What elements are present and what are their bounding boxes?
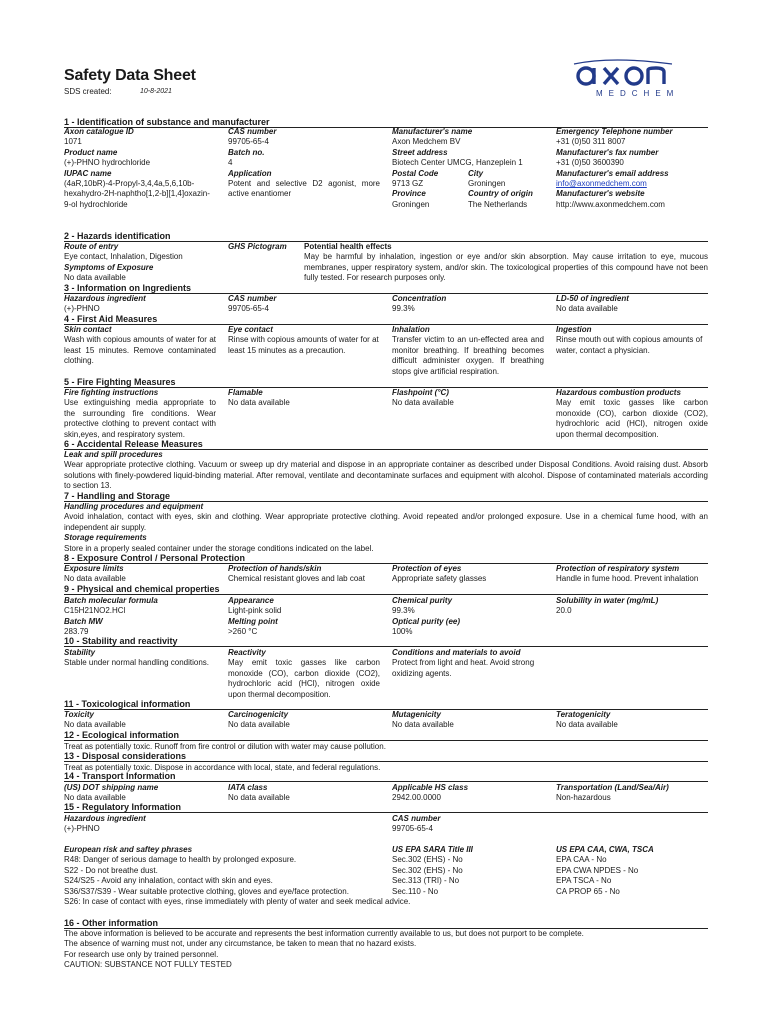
section-5-col-4 — [556, 388, 708, 440]
dot-value: No data available — [64, 793, 126, 803]
sds-created-value: 10-8-2021 — [140, 88, 172, 95]
section-6-body — [64, 450, 708, 492]
section-6-heading: 6 - Accidental Release Measures — [64, 439, 708, 450]
section-4-col-3 — [392, 325, 544, 377]
iupac-value: (4aR,10bR)-4-Propyl-3,4,4a,5,6,10b-hexahydro-2H-naphtho[1,2-b][1,4]oxazin-9-ol hydrochloride — [64, 179, 210, 209]
section-14-col-1 — [64, 783, 216, 804]
fax-label: Manufacturer's fax number — [556, 147, 659, 157]
s15-cas-value: 99705-65-4 — [392, 824, 433, 834]
ingestion-value: Rinse mouth out with copious amounts of water, contact a physician. — [556, 335, 703, 355]
iata-value: No data available — [228, 793, 290, 803]
product-label: Product name — [64, 147, 118, 157]
eyes-protection-value: Appropriate safety glasses — [392, 574, 487, 584]
cas-label: CAS number — [228, 127, 277, 136]
avoid-label: Conditions and materials to avoid — [392, 648, 521, 657]
section-5-col-2 — [228, 388, 380, 409]
exposure-limits-value: No data available — [64, 574, 126, 584]
s15-ingredient-value: (+)-PHNO — [64, 824, 100, 834]
city-label: City — [468, 168, 484, 178]
section-11-col-3 — [392, 710, 544, 731]
purity-label: Chemical purity — [392, 596, 453, 605]
caa-line: EPA TSCA - No — [556, 876, 612, 886]
section-3-col-2 — [228, 294, 380, 315]
sara-line: Sec.110 - No — [392, 886, 439, 896]
section-5-col-3 — [392, 388, 544, 409]
eye-contact-value: Rinse with copious amounts of water for at least 15 minutes as a precaution. — [228, 335, 379, 355]
flashpoint-label: Flashpoint (°C) — [392, 388, 449, 397]
route-label: Route of entry — [64, 242, 119, 251]
logo-subtitle: MEDCHEM — [596, 89, 680, 98]
ld50-value: No data available — [556, 304, 618, 314]
street-label: Street address — [392, 147, 448, 157]
transport-value: Non-hazardous — [556, 793, 611, 803]
section-13-heading: 13 - Disposal considerations — [64, 751, 708, 762]
melting-value: >260 °C — [228, 627, 258, 637]
leak-value: Wear appropriate protective clothing. Vacuum or sweep up dry material and dispose in an appropriate container as described under Disposal Conditions. Avoid raising dust. Absorb solutions with finely-powdered liquid-binding material. After removal, ventilate and decontaminate surfaces and equipment with alcohol. Dispose of contaminated materials according to section 13. — [64, 460, 708, 491]
caa-line: EPA CAA - No — [556, 855, 607, 865]
combustion-value: May emit toxic gasses like carbon monoxide (CO), carbon dioxide (CO2), hydrochloric acid (HCl), nitrogen oxide upon thermal decomposition. — [556, 398, 708, 439]
carcinogenicity-value: No data available — [228, 720, 290, 730]
reactivity-value: May emit toxic gasses like carbon monoxide (CO), carbon dioxide (CO2), hydrochloric acid (HCl), nitrogen oxide upon thermal decomposition. — [228, 658, 380, 699]
ingredient-label: Hazardous ingredient — [64, 294, 146, 303]
teratogenicity-value: No data available — [556, 720, 618, 730]
batch-value: 4 — [228, 158, 233, 168]
exposure-limits-label: Exposure limits — [64, 564, 124, 573]
province-value: Groningen — [392, 199, 430, 209]
other-information-block — [64, 929, 708, 971]
catalogue-value: 1071 — [64, 137, 82, 147]
postal-label: Postal Code — [392, 168, 439, 178]
section-7-body — [64, 502, 708, 554]
optical-value: 100% — [392, 627, 413, 637]
leak-label: Leak and spill procedures — [64, 450, 163, 459]
address-grid — [392, 169, 544, 221]
skin-contact-value: Wash with copious amounts of water for at least 15 minutes. Remove contaminated clothing. — [64, 335, 216, 366]
eye-contact-label: Eye contact — [228, 325, 273, 334]
hs-class-label: Applicable HS class — [392, 783, 469, 792]
toxicity-value: No data available — [64, 720, 126, 730]
symptoms-value: No data available — [64, 273, 126, 283]
section-9-col-2 — [228, 596, 380, 638]
effects-label: Potential health effects — [304, 242, 392, 251]
other-info-line: CAUTION: SUBSTANCE NOT FULLY TESTED — [64, 960, 232, 970]
country-label: Country of origin — [468, 189, 533, 199]
section-1-col-4 — [556, 127, 708, 210]
route-value: Eye contact, Inhalation, Digestion — [64, 252, 183, 262]
s15-ingredient-label: Hazardous ingredient — [64, 814, 146, 823]
section-2-col-1 — [64, 242, 216, 284]
section-4-heading: 4 - First Aid Measures — [64, 314, 708, 325]
mw-label: Batch MW — [64, 616, 103, 626]
avoid-value: Protect from light and heat. Avoid strong oxidizing agents. — [392, 658, 535, 678]
sara-label: US EPA SARA Title III — [392, 845, 473, 854]
email-label: Manufacturer's email address — [556, 168, 669, 178]
storage-value: Store in a properly sealed container under the storage conditions indicated on the label. — [64, 543, 374, 553]
mw-value: 283.79 — [64, 627, 89, 637]
section-9-col-1 — [64, 596, 216, 638]
batch-label: Batch no. — [228, 147, 265, 157]
postal-value: 9713 GZ — [392, 179, 424, 189]
section-3-col-1 — [64, 294, 216, 315]
teratogenicity-label: Teratogenicity — [556, 710, 611, 719]
risk-line: S36/S37/S39 - Wear suitable protective clothing, gloves and eye/face protection. — [64, 886, 349, 896]
ingredient-value: (+)-PHNO — [64, 304, 100, 314]
reactivity-label: Reactivity — [228, 648, 266, 657]
axon-medchem-logo — [572, 56, 682, 100]
appearance-label: Appearance — [228, 596, 274, 605]
sds-created-label: SDS created: — [64, 87, 112, 96]
section-3-col-3 — [392, 294, 544, 315]
website-value: http://www.axonmedchem.com — [556, 199, 665, 209]
disposal-text: Treat as potentially toxic. Dispose in accordance with local, state, and federal regulations. — [64, 763, 381, 772]
risk-line: S24/S25 - Avoid any inhalation, contact with skin and eyes. — [64, 876, 273, 886]
section-2-heading: 2 - Hazards identification — [64, 231, 708, 242]
other-info-line: For research use only by trained personnel. — [64, 949, 219, 959]
stability-label: Stability — [64, 648, 96, 657]
solubility-value: 20.0 — [556, 606, 572, 616]
section-3-heading: 3 - Information on Ingredients — [64, 283, 708, 294]
fire-fighting-label: Fire fighting instructions — [64, 388, 159, 397]
s15-cas-label: CAS number — [392, 814, 441, 823]
storage-label: Storage requirements — [64, 533, 147, 543]
cas-value: 99705-65-4 — [228, 137, 269, 147]
application-label: Application — [228, 168, 272, 178]
section-10-heading: 10 - Stability and reactivity — [64, 636, 708, 647]
section-2-effects — [304, 242, 708, 284]
melting-label: Melting point — [228, 616, 278, 626]
section-9-col-3 — [392, 596, 544, 638]
city-value: Groningen — [468, 179, 506, 189]
risk-line: S22 - Do not breathe dust. — [64, 865, 158, 875]
sara-line: Sec.302 (EHS) - No — [392, 855, 463, 865]
dot-label: (US) DOT shipping name — [64, 783, 159, 792]
section-7-heading: 7 - Handling and Storage — [64, 491, 708, 502]
section-11-heading: 11 - Toxicological information — [64, 699, 708, 710]
carcinogenicity-label: Carcinogenicity — [228, 710, 289, 719]
formula-value: C15H21NO2.HCl — [64, 606, 126, 616]
fire-fighting-value: Use extinguishing media appropriate to the surrounding fire conditions. Wear protective clothing to prevent contact with skin,eyes, and respiratory system. — [64, 398, 216, 439]
combustion-label: Hazardous combustion products — [556, 388, 681, 397]
section-14-col-3 — [392, 783, 544, 804]
caa-label: US EPA CAA, CWA, TSCA — [556, 845, 654, 854]
section-5-heading: 5 - Fire Fighting Measures — [64, 377, 708, 388]
section-4-col-2 — [228, 325, 380, 356]
transport-label: Transportation (Land/Sea/Air) — [556, 783, 669, 792]
other-info-line: The absence of warning must not, under any circumstance, be taken to mean that no hazard exists. — [64, 939, 417, 949]
caa-block — [556, 845, 708, 897]
mutagenicity-label: Mutagenicity — [392, 710, 441, 719]
emergency-value: +31 (0)50 311 8007 — [556, 137, 626, 147]
risk-line: R48: Danger of serious damage to health by prolonged exposure. — [64, 855, 297, 865]
formula-label: Batch molecular formula — [64, 596, 158, 605]
ghs-pictogram-label: GHS Pictogram — [228, 242, 287, 251]
section-8-col-4 — [556, 564, 708, 585]
section-14-col-2 — [228, 783, 380, 804]
caa-line: EPA CWA NPDES - No — [556, 865, 639, 875]
section-1-col-2 — [228, 127, 380, 200]
ingestion-label: Ingestion — [556, 325, 592, 334]
section-3-col-4 — [556, 294, 708, 315]
section-10-col-3 — [392, 648, 544, 679]
document-title: Safety Data Sheet — [64, 67, 196, 84]
section-14-heading: 14 - Transport Information — [64, 771, 708, 782]
appearance-value: Light-pink solid — [228, 606, 282, 616]
section-8-col-2 — [228, 564, 380, 585]
section-16-heading: 16 - Other information — [64, 918, 708, 929]
website-label: Manufacturer's website — [556, 189, 645, 199]
section-12-heading: 12 - Ecological information — [64, 730, 708, 741]
manufacturer-label: Manufacturer's name — [392, 127, 473, 136]
other-info-line: The above information is believed to be accurate and represents the best information currently available to us, but does not purport to be complete. — [64, 929, 584, 938]
section-9-col-4 — [556, 596, 708, 617]
hands-protection-label: Protection of hands/skin — [228, 564, 322, 573]
section-9-heading: 9 - Physical and chemical properties — [64, 584, 708, 595]
respiratory-protection-value: Handle in fume hood. Prevent inhalation — [556, 574, 699, 584]
toxicity-label: Toxicity — [64, 710, 94, 719]
section-10-col-2 — [228, 648, 380, 700]
section-8-heading: 8 - Exposure Control / Personal Protection — [64, 553, 708, 564]
province-label: Province — [392, 189, 426, 199]
section-11-col-2 — [228, 710, 380, 731]
optical-label: Optical purity (ee) — [392, 616, 461, 626]
section-15-heading: 15 - Regulatory Information — [64, 802, 708, 813]
section-1-col-1 — [64, 127, 216, 210]
iata-label: IATA class — [228, 783, 268, 792]
catalogue-label: Axon catalogue ID — [64, 127, 134, 136]
sara-line: Sec.313 (TRI) - No — [392, 876, 460, 886]
effects-value: May be harmful by inhalation, ingestion or eye and/or skin absorption. May cause irritation to eye, mucous membranes, upper respiratory system, and/or skin. The toxicological properties of this compound have not been fully tested. For research purposes only. — [304, 252, 708, 283]
fax-value: +31 (0)50 3600390 — [556, 158, 624, 168]
flamable-value: No data available — [228, 398, 290, 408]
section-11-col-1 — [64, 710, 216, 731]
eyes-protection-label: Protection of eyes — [392, 564, 462, 573]
product-value: (+)-PHNO hydrochloride — [64, 158, 151, 168]
solubility-label: Solubility in water (mg/mL) — [556, 596, 659, 605]
application-value: Potent and selective D2 agonist, more active enantiomer — [228, 179, 380, 199]
concentration-value: 99.3% — [392, 304, 415, 314]
flashpoint-value: No data available — [392, 398, 454, 408]
mutagenicity-value: No data available — [392, 720, 454, 730]
section-4-col-4 — [556, 325, 708, 356]
ld50-label: LD-50 of ingredient — [556, 294, 629, 303]
ecological-text: Treat as potentially toxic. Runoff from fire control or dilution with water may cause pollution. — [64, 742, 386, 751]
s3-cas-label: CAS number — [228, 294, 277, 303]
respiratory-protection-label: Protection of respiratory system — [556, 564, 680, 573]
handling-label: Handling procedures and equipment — [64, 502, 204, 511]
risk-phrases-label: European risk and saftey phrases — [64, 845, 193, 854]
section-4-col-1 — [64, 325, 216, 367]
email-link[interactable]: info@axonmedchem.com — [556, 179, 647, 189]
inhalation-value: Transfer victim to an un-effected area and monitor breathing. If breathing becomes difficult administer oxygen. If breathing stops give artificial respiration. — [392, 335, 544, 376]
handling-value: Avoid inhalation, contact with eyes, skin and clothing. Wear appropriate protective clothing. Avoid repeated and/or prolonged exposure. Use in a chemical fume hood, with an independent air supply. — [64, 512, 708, 532]
stability-value: Stable under normal handling conditions. — [64, 658, 209, 668]
emergency-label: Emergency Telephone number — [556, 127, 673, 136]
section-1-heading: 1 - Identification of substance and manufacturer — [64, 117, 708, 128]
section-11-col-4 — [556, 710, 708, 731]
symptoms-label: Symptoms of Exposure — [64, 262, 154, 272]
country-value: The Netherlands — [468, 199, 528, 209]
section-10-col-1 — [64, 648, 216, 669]
risk-line: S26: In case of contact with eyes, rinse immediately with plenty of water and seek medical advice. — [64, 897, 411, 907]
hs-class-value: 2942.00.0000 — [392, 793, 441, 803]
concentration-label: Concentration — [392, 294, 447, 303]
caa-line: CA PROP 65 - No — [556, 886, 620, 896]
hands-protection-value: Chemical resistant gloves and lab coat — [228, 574, 365, 584]
skin-contact-label: Skin contact — [64, 325, 112, 334]
section-5-col-1 — [64, 388, 216, 440]
flamable-label: Flamable — [228, 388, 263, 397]
s3-cas-value: 99705-65-4 — [228, 304, 269, 314]
inhalation-label: Inhalation — [392, 325, 430, 334]
purity-value: 99.3% — [392, 606, 415, 616]
section-14-col-4 — [556, 783, 708, 804]
sara-block — [392, 845, 544, 897]
street-value: Biotech Center UMCG, Hanzeplein 1 — [392, 158, 523, 168]
section-15-col-3 — [392, 814, 544, 835]
iupac-label: IUPAC name — [64, 168, 112, 178]
section-1-col-3 — [392, 127, 544, 221]
section-8-col-1 — [64, 564, 216, 585]
manufacturer-value: Axon Medchem BV — [392, 137, 461, 147]
section-8-col-3 — [392, 564, 544, 585]
sara-line: Sec.302 (EHS) - No — [392, 865, 463, 875]
section-15-col-1 — [64, 814, 216, 835]
